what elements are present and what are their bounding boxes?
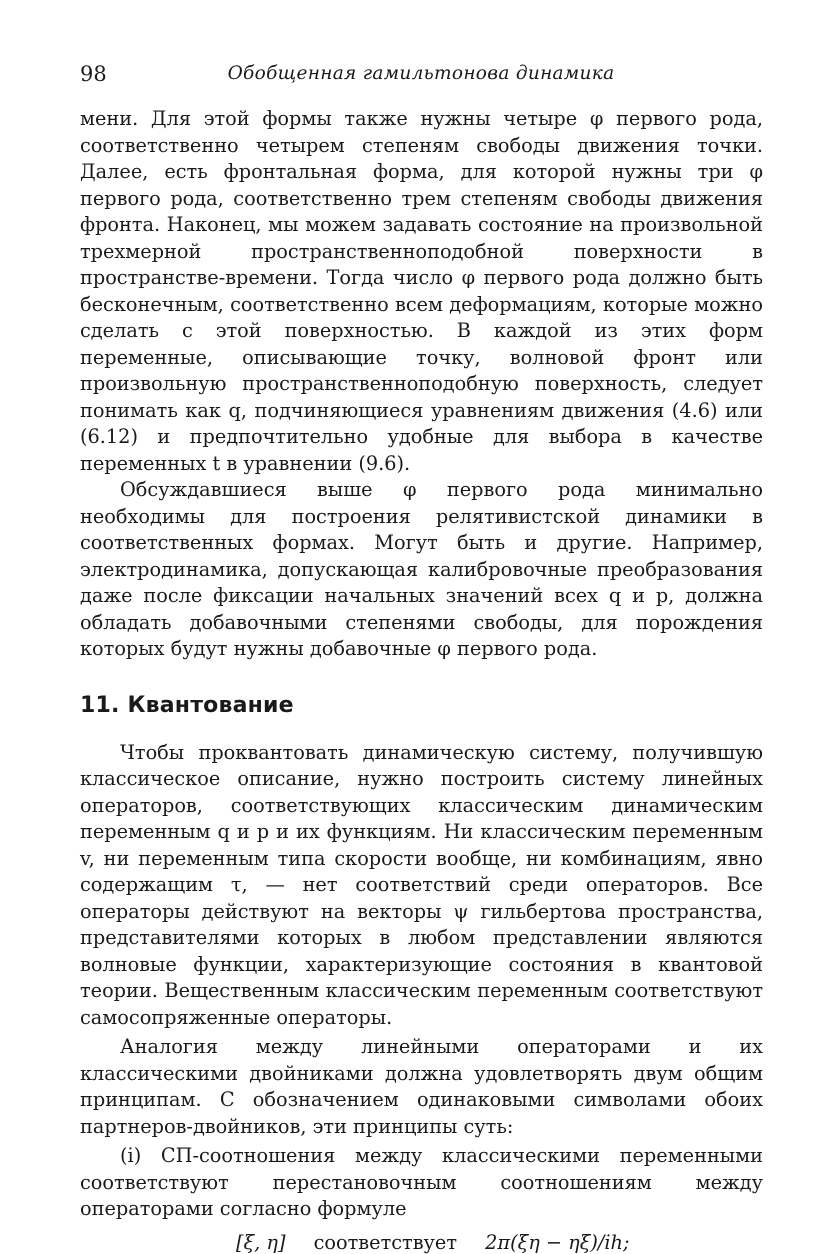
page-number: 98 (80, 62, 107, 86)
running-title: Обобщенная гамильтонова динамика (227, 63, 615, 84)
paragraph: Чтобы проквантовать динамическую систему, получившую классическое описание, нужно построить систему линейных операторов, соответствующих классическим динамическим переменным q и p и их функциям. Ни классическим переменным v, ни переменным типа скорости вообще, ни комбинациям, явно содержащим τ, — нет соответствий среди операторов. Все операторы действуют на векторы ψ гильбертова пространства, представителями которых в любом представлении являются волновые функции, характеризующие состояния в квантовой теории. Вещественным классическим переменным соответствуют самосопряженные операторы. (80, 740, 763, 1029)
formula-left: [ξ, η] (236, 1230, 286, 1254)
page-content (80, 106, 763, 1254)
section-number: 11. (80, 692, 120, 718)
paragraph-continuation: мени. Для этой формы также нужны четыре φ первого рода, соответственно четырем степеням свободы движения точки. Далее, есть фронтальная форма, для которой нужны три φ первого рода, соответственно трем степеням свободы движения фронта. Наконец, мы можем задавать состояние на произвольной трехмерной пространственноподобной поверхности в пространстве-времени. Тогда число φ первого рода должно быть бесконечным, соответственно всем деформациям, которые можно сделать с этой поверхностью. В каждой из этих форм переменные, описывающие точку, волновой фронт или произвольную пространственноподобную поверхность, следует понимать как q, подчиняющиеся уравнениям движения (4.6) или (6.12) и предпочтительно удобные для выбора в качестве переменных t в уравнении (9.6). (80, 107, 763, 475)
section-heading (80, 693, 763, 718)
display-formula (80, 1231, 763, 1254)
paragraph: Аналогия между линейными операторами и их классическими двойниками должна удовлетворять двум общим принципам. С обозначением одинаковыми символами обоих партнеров-двойников, эти принципы суть: (80, 1035, 763, 1138)
section-title: Квантование (127, 692, 294, 718)
page-header (80, 62, 762, 92)
paragraph: Обсуждавшиеся выше φ первого рода минимально необходимы для построения релятивистской динамики в соответственных формах. Могут быть и другие. Например, электродинамика, допускающая калибровочные преобразования даже после фиксации начальных значений всех q и p, должна обладать добавочными степенями свободы, для порождения которых будут нужны добавочные φ первого рода. (80, 478, 763, 660)
formula-relation: соответствует (313, 1230, 457, 1254)
formula-right: 2π(ξη − ηξ)/ih; (485, 1230, 630, 1254)
paragraph: (i) СП-соотношения между классическими переменными соответствуют перестановочным соотношениям между операторами согласно формуле (80, 1144, 763, 1220)
